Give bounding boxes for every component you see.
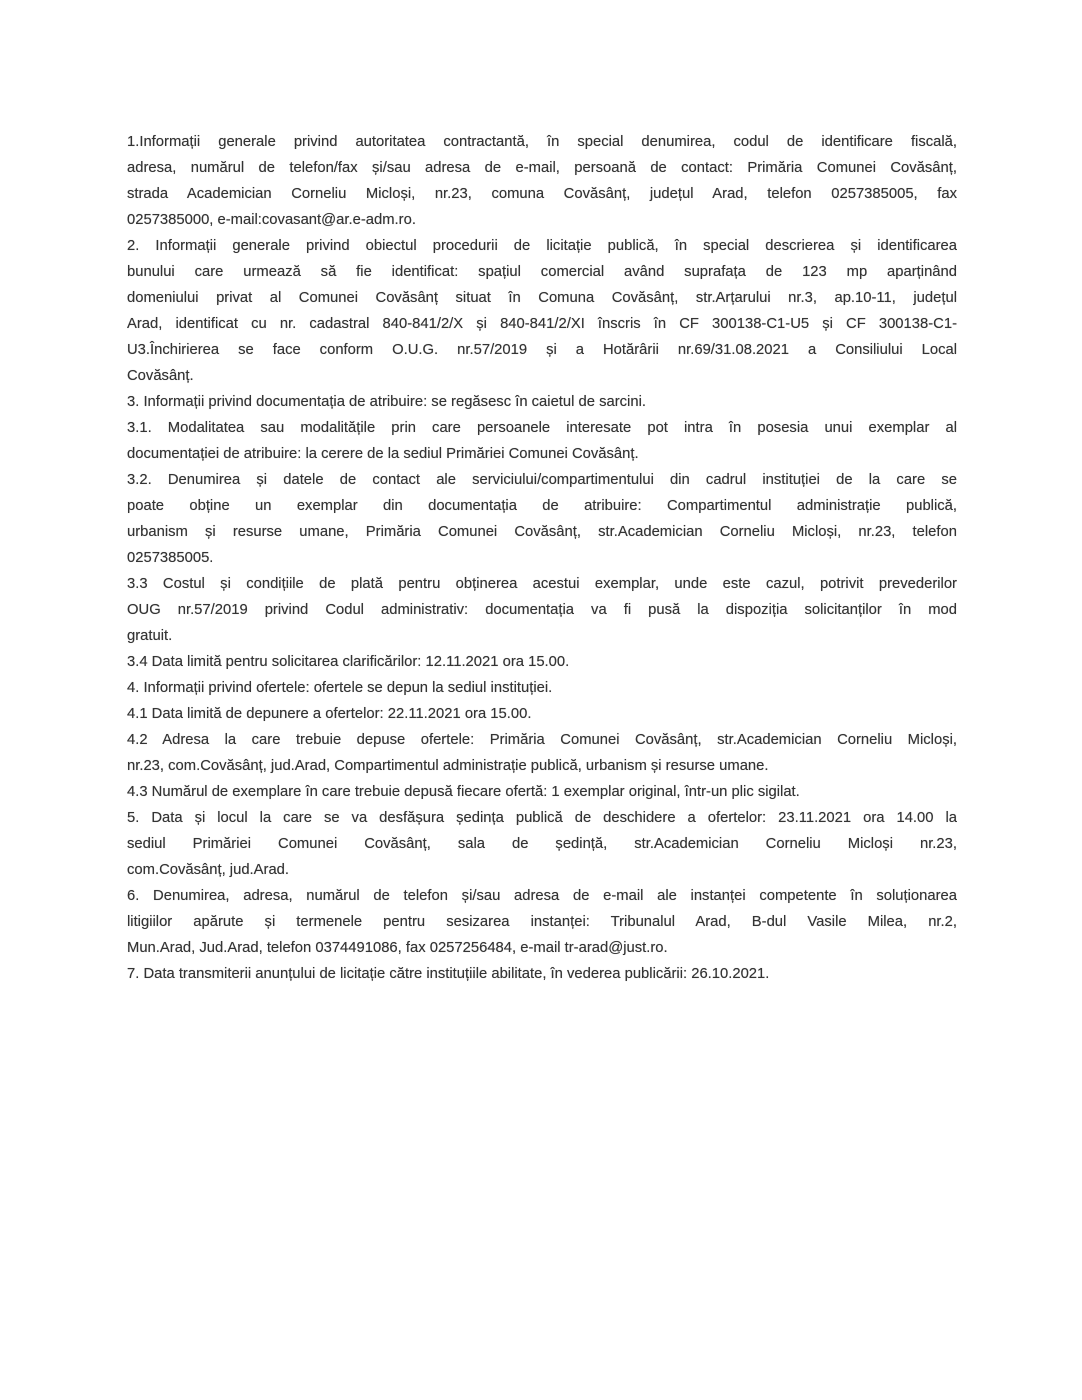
text-line: adresa, numărul de telefon/fax și/sau adresa de e-mail, persoană de contact: Primăria Comunei Covăsânț, bbox=[127, 160, 957, 176]
paragraph-3-3 bbox=[127, 571, 957, 649]
paragraph-7 bbox=[127, 961, 957, 987]
text-line: 6. Denumirea, adresa, numărul de telefon și/sau adresa de e-mail ale instanței competente în soluționarea bbox=[127, 888, 957, 904]
paragraph-3-4 bbox=[127, 649, 957, 675]
text-line: documentației de atribuire: la cerere de la sediul Primăriei Comunei Covăsânț. bbox=[127, 446, 639, 462]
text-line: 4.1 Data limită de depunere a ofertelor: 22.11.2021 ora 15.00. bbox=[127, 706, 532, 722]
text-line: Covăsânț. bbox=[127, 368, 194, 384]
paragraph-4-3 bbox=[127, 779, 957, 805]
document-page bbox=[127, 129, 957, 987]
text-line: U3.Închirierea se face conform O.U.G. nr.57/2019 și a Hotărârii nr.69/31.08.2021 a Consiliului Local bbox=[127, 342, 957, 358]
text-line: 3.3 Costul și condițiile de plată pentru obținerea acestui exemplar, unde este cazul, potrivit prevederilor bbox=[127, 576, 957, 592]
paragraph-5 bbox=[127, 805, 957, 883]
text-line: strada Academician Corneliu Micloși, nr.23, comuna Covăsânț, județul Arad, telefon 0257385005, fax bbox=[127, 186, 957, 202]
text-line: 0257385005. bbox=[127, 550, 214, 566]
text-line: 3.2. Denumirea și datele de contact ale serviciului/compartimentului din cadrul instituției de la care se bbox=[127, 472, 957, 488]
paragraph-3 bbox=[127, 389, 957, 415]
text-line: 7. Data transmiterii anunțului de licitație către instituțiile abilitate, în vederea publicării: 26.10.2021. bbox=[127, 966, 770, 982]
text-line: 4. Informații privind ofertele: ofertele se depun la sediul instituției. bbox=[127, 680, 553, 696]
text-line: 0257385000, e-mail:covasant@ar.e-adm.ro. bbox=[127, 212, 416, 228]
text-line: 2. Informații generale privind obiectul procedurii de licitație publică, în special descrierea și identificarea bbox=[127, 238, 957, 254]
text-line: 5. Data și locul la care se va desfășura ședința publică de deschidere a ofertelor: 23.11.2021 ora 14.00 la bbox=[127, 810, 957, 826]
paragraph-3-2 bbox=[127, 467, 957, 571]
text-line: gratuit. bbox=[127, 628, 173, 644]
paragraph-2 bbox=[127, 233, 957, 389]
paragraph-3-1 bbox=[127, 415, 957, 467]
text-line: 3.4 Data limită pentru solicitarea clarificărilor: 12.11.2021 ora 15.00. bbox=[127, 654, 570, 670]
text-line: com.Covăsânț, jud.Arad. bbox=[127, 862, 290, 878]
text-line: 4.2 Adresa la care trebuie depuse ofertele: Primăria Comunei Covăsânț, str.Academician Corneliu Micloși, bbox=[127, 732, 957, 748]
text-line: domeniului privat al Comunei Covăsânț situat în Comuna Covăsânț, str.Arțarului nr.3, ap.10-11, județul bbox=[127, 290, 957, 306]
text-line: OUG nr.57/2019 privind Codul administrativ: documentația va fi pusă la dispoziția solicitanților în mod bbox=[127, 602, 957, 618]
text-line: 3.1. Modalitatea sau modalitățile prin care persoanele interesate pot intra în posesia unui exemplar al bbox=[127, 420, 957, 436]
text-line: poate obține un exemplar din documentația de atribuire: Compartimentul administrație publică, bbox=[127, 498, 957, 514]
text-line: Mun.Arad, Jud.Arad, telefon 0374491086, fax 0257256484, e-mail tr-arad@just.ro. bbox=[127, 940, 668, 956]
text-line: 1.Informații generale privind autoritatea contractantă, în special denumirea, codul de identificare fiscală, bbox=[127, 134, 957, 150]
paragraph-1 bbox=[127, 129, 957, 233]
paragraph-4-1 bbox=[127, 701, 957, 727]
paragraph-4-2 bbox=[127, 727, 957, 779]
text-line: urbanism și resurse umane, Primăria Comunei Covăsânț, str.Academician Corneliu Micloși, nr.23, telefon bbox=[127, 524, 957, 540]
paragraph-4 bbox=[127, 675, 957, 701]
paragraph-6 bbox=[127, 883, 957, 961]
text-line: sediul Primăriei Comunei Covăsânț, sala de ședință, str.Academician Corneliu Micloși nr.23, bbox=[127, 836, 957, 852]
text-line: nr.23, com.Covăsânț, jud.Arad, Compartimentul administrație publică, urbanism și resurse umane. bbox=[127, 758, 769, 774]
text-line: 4.3 Numărul de exemplare în care trebuie depusă fiecare ofertă: 1 exemplar original, într-un plic sigilat. bbox=[127, 784, 800, 800]
text-line: bunului care urmează să fie identificat: spațiul comercial având suprafața de 123 mp aparținând bbox=[127, 264, 957, 280]
text-line: Arad, identificat cu nr. cadastral 840-841/2/X și 840-841/2/XI înscris în CF 300138-C1-U5 și CF 300138-C1- bbox=[127, 316, 957, 332]
text-line: 3. Informații privind documentația de atribuire: se regăsesc în caietul de sarcini. bbox=[127, 394, 646, 410]
text-line: litigiilor apărute și termenele pentru sesizarea instanței: Tribunalul Arad, B-dul Vasile Milea, nr.2, bbox=[127, 914, 957, 930]
